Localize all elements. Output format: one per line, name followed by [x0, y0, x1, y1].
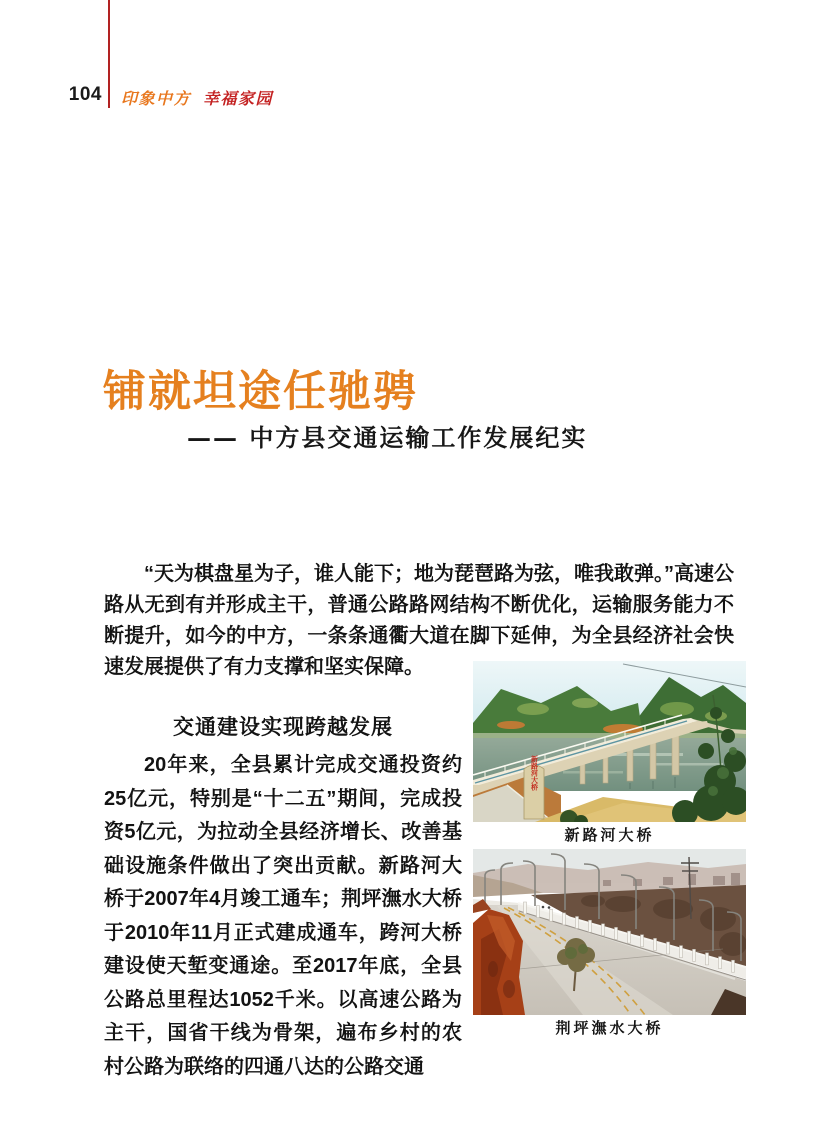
article-title: 铺就坦途任驰骋: [103, 367, 418, 417]
header-brand-primary: 印象中方: [121, 91, 192, 108]
stone-marker-text: 新路河大桥: [530, 755, 538, 791]
left-column: [104, 716, 462, 1084]
section-heading: 交通建设实现跨越发展: [173, 716, 393, 739]
header-brand: [121, 86, 273, 109]
header-red-rule: [108, 0, 110, 108]
photo-jingping-bridge: [473, 849, 746, 1015]
intro-paragraph: “天为棋盘星为子，谁人能下；地为琵琶路为弦，唯我敢弹。”高速公路从无到有并形成主干，普通公路路网结构不断优化，运输服务能力不断提升，如今的中方，一条条通衢大道在脚下延伸，为全县经济社会快速发展提供了有力支撑和坚实保障。: [104, 563, 734, 678]
article-subtitle: —— 中方县交通运输工作发展纪实: [187, 423, 588, 452]
figure-caption-jingping: 荆坪潕水大桥: [555, 1020, 664, 1037]
figure-column: [473, 661, 746, 1042]
figure-jingping-bridge: [473, 849, 746, 1042]
figure-xinluhe-bridge: [473, 661, 746, 849]
figure-caption-xinluhe: 新路河大桥: [564, 827, 655, 844]
photo2-distant-figures: [542, 906, 551, 909]
photo-xinluhe-bridge: [473, 661, 746, 822]
page-number: 104: [68, 84, 102, 105]
section-body-paragraph: 20年来，全县累计完成交通投资约25亿元，特别是“十二五”期间，完成投资5亿元，为拉动全县经济增长、改善基础设施条件做出了突出贡献。新路河大桥于2007年4月竣工通车；荆坪潕水大桥于2010年11月正式建成通车，跨河大桥建设使天堑变通途。至2017年底，全县公路总里程达1052千米。以高速公路为主干，国省干线为骨架，遍布乡村的农村公路为联络的四通八达的公路交通: [104, 754, 462, 1078]
header-brand-secondary: 幸福家园: [203, 91, 274, 108]
